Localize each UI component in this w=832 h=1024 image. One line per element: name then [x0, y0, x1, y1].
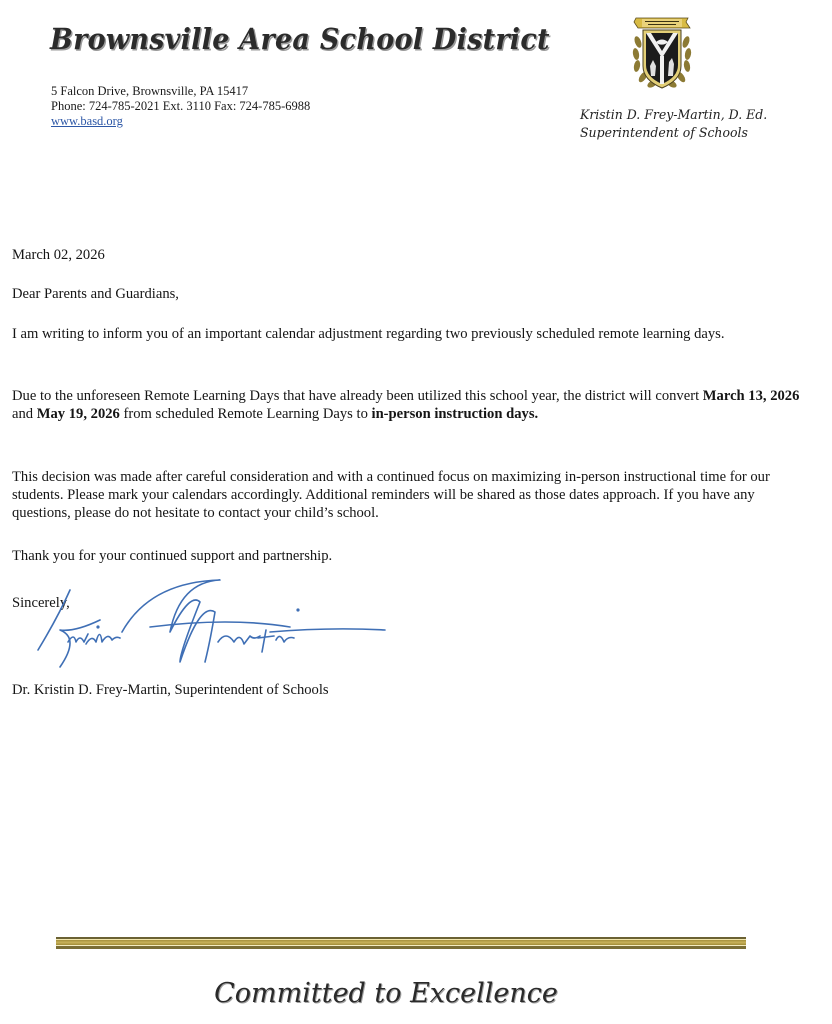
signer-name: Dr. Kristin D. Frey-Martin, Superintendent of Schools: [12, 682, 329, 698]
district-title: Brownsville Area School District: [50, 22, 550, 56]
closing: Sincerely,: [12, 595, 70, 611]
paragraph-thanks: Thank you for your continued support and partnership.: [12, 548, 333, 564]
school-crest-icon: [628, 8, 696, 92]
letter-date: March 02, 2026: [12, 247, 105, 263]
paragraph-text: Due to the unforeseen Remote Learning Days that have already been utilized this school year, the district will convert: [12, 388, 703, 404]
footer-motto: Committed to Excellence: [214, 978, 558, 1009]
superintendent-title: Superintendent of Schools: [580, 126, 748, 141]
gold-divider-rule: [56, 937, 746, 950]
paragraph-decision: This decision was made after careful consideration and with a continued focus on maximizing in-person instructional time for our students. Please mark your calendars accordingly. Additional reminders will be shared as those dates approach. If you have any questions, please do not hesitate to contact your child’s school.: [12, 469, 770, 521]
handwritten-signature-icon: [30, 572, 400, 672]
address-block: [51, 84, 310, 129]
in-person-instruction-days: in-person instruction days.: [371, 406, 539, 422]
paragraph-text: from scheduled Remote Learning Days to: [119, 406, 372, 422]
paragraph-text: and: [12, 406, 37, 422]
superintendent-block: [580, 107, 775, 143]
salutation: Dear Parents and Guardians,: [12, 286, 179, 302]
paragraph-intro: I am writing to inform you of an important calendar adjustment regarding two previously scheduled remote learning days.: [12, 326, 725, 342]
superintendent-name: Kristin D. Frey-Martin, D. Ed.: [580, 108, 768, 123]
date-may-19: May 19, 2026: [36, 406, 120, 422]
date-march-13: March 13, 2026: [702, 388, 800, 404]
phone-line: Phone: 724-785-2021 Ext. 3110 Fax: 724-785-6988: [51, 99, 311, 113]
paragraph-conversion: [12, 387, 812, 423]
address-line: 5 Falcon Drive, Brownsville, PA 15417: [51, 84, 249, 98]
website-link[interactable]: www.basd.org: [51, 114, 123, 128]
